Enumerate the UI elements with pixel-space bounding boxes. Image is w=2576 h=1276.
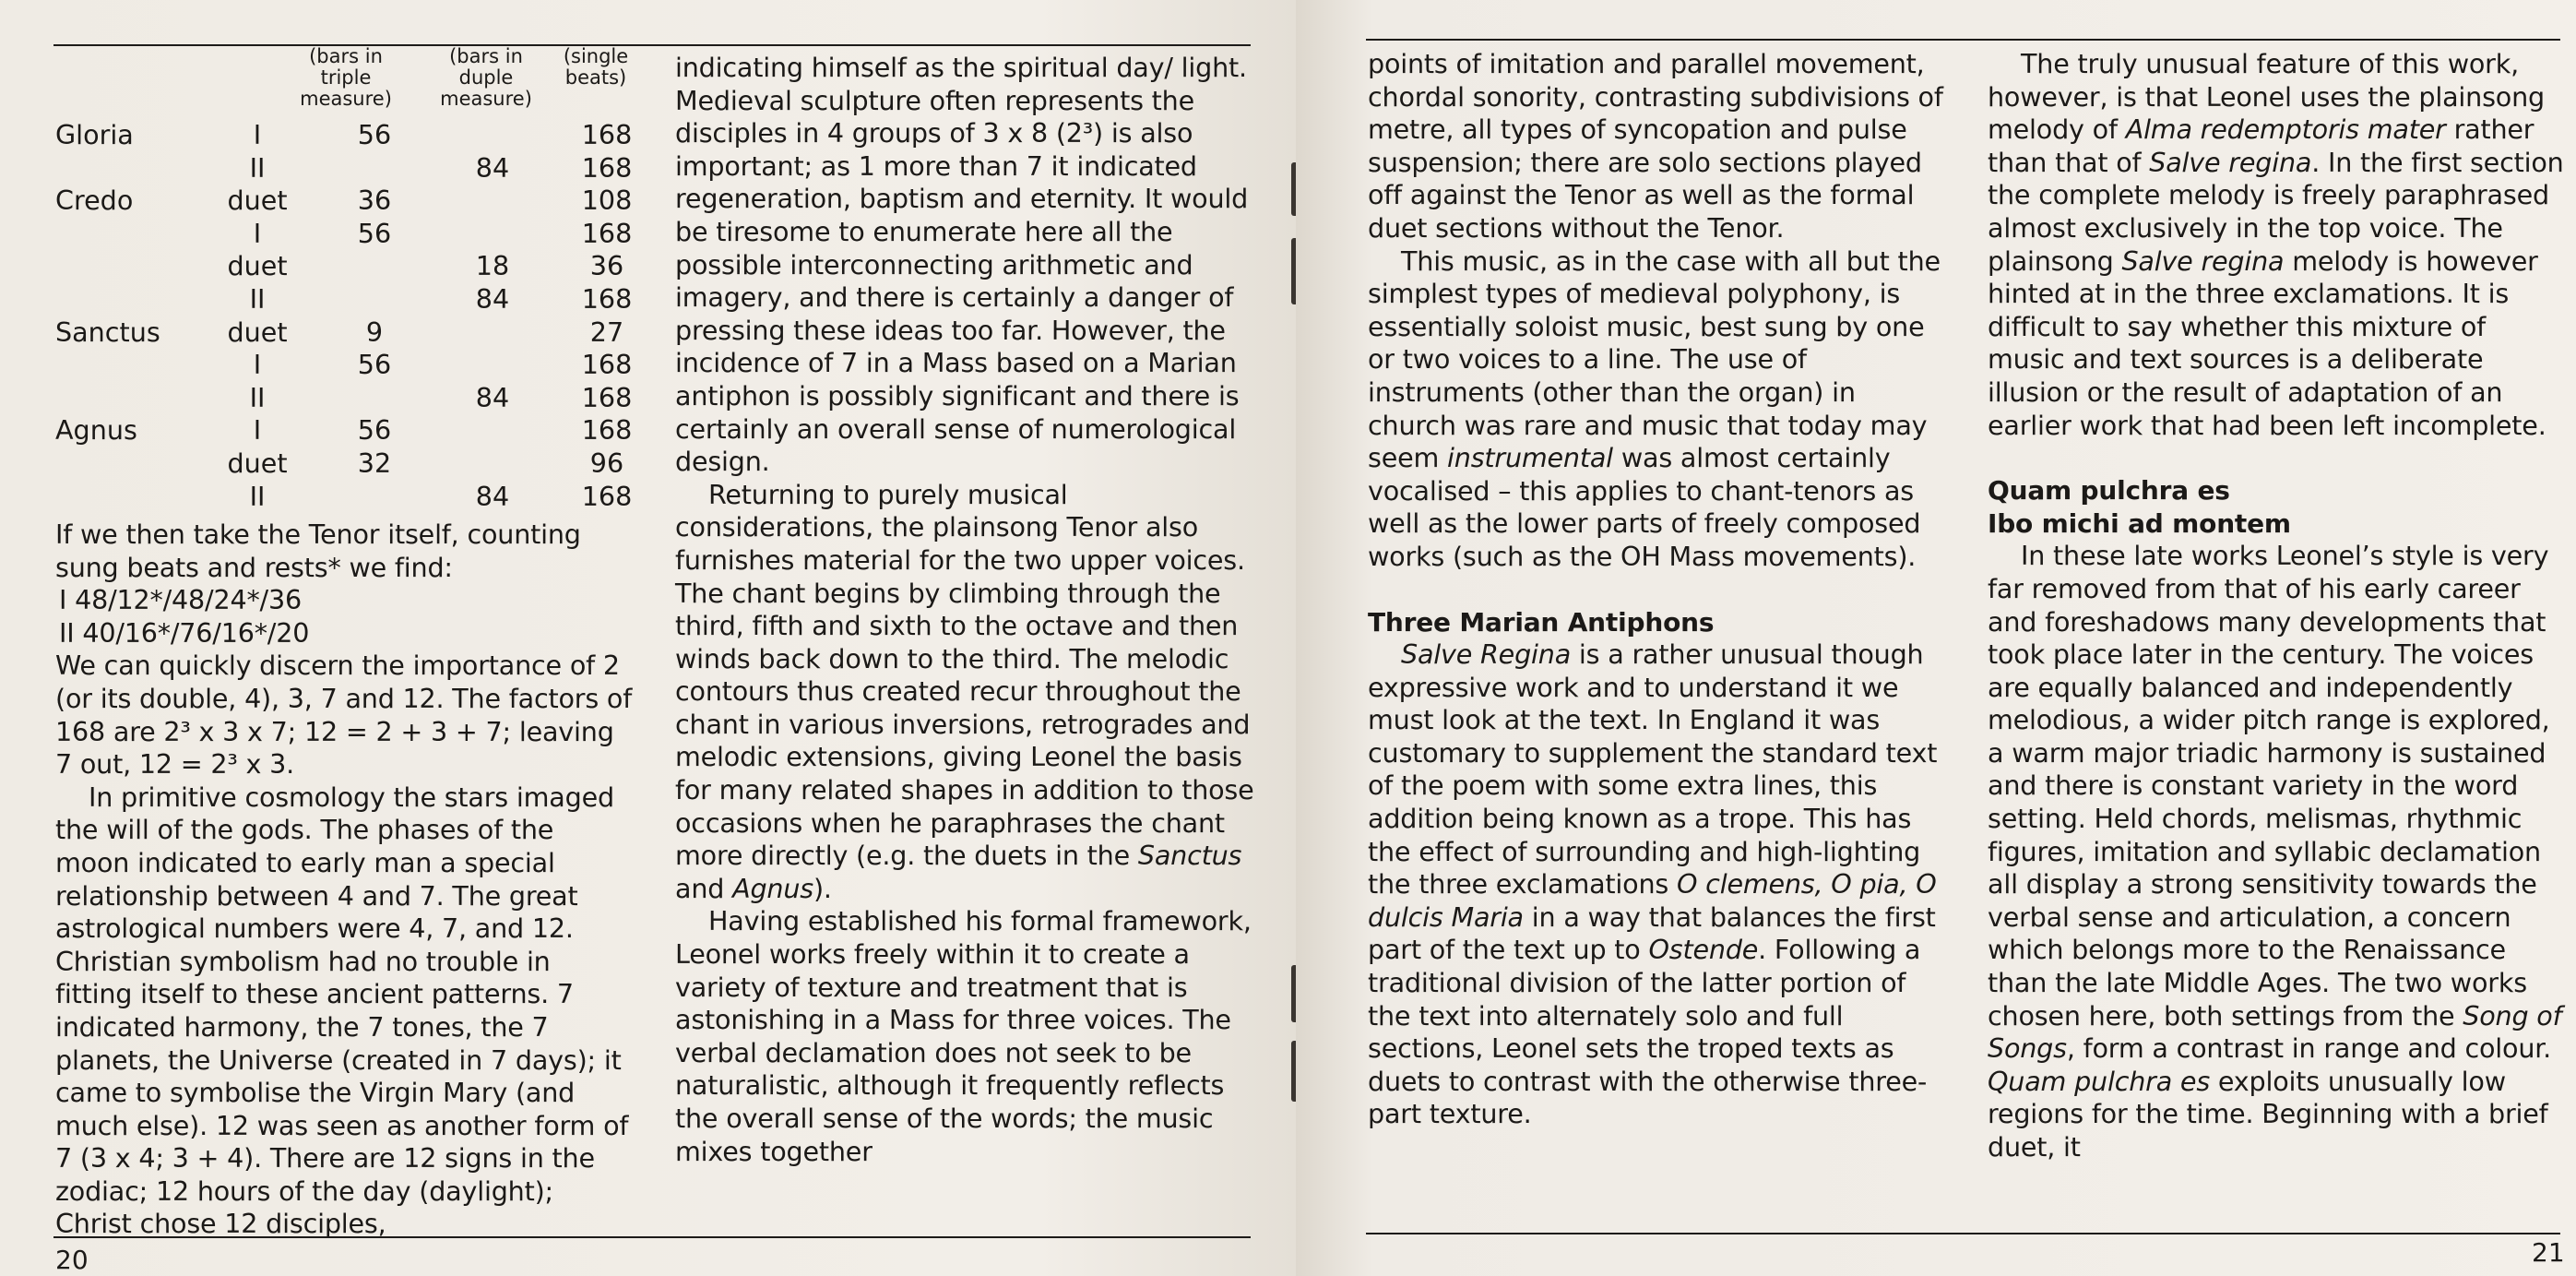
text-run: is a rather unusual though expressive work and to understand it we must look at the text. In England it was customary to supplement the standard text of the poem with some extra lines, this addition being known as a trope. This has the effect of surrounding and high-lighting the three exclamations [1368,638,1938,900]
text-run: . In the first section the complete melody is freely paraphrased almost exclusively in the top voice. The plainsong [1988,146,2564,277]
header-single: (single beats) [563,45,629,89]
paragraph-spiritual-day: indicating himself as the spiritual day/ light. Medieval sculpture often represents the disciples in 4 groups of 3 x 8 (2³) is also important; as 1 more than 7 it indicated regeneration, baptism and eternity. It would be tiresome to enumerate here all the possible interconnecting arithmetic and imagery, and there is certainly a danger of pressing these ideas too far. However, the incidence of 7 in a Mass based on a Marian antiphon is possibly significant and there is certainly an overall sense of numerological design. [675,52,1249,478]
text-run: and [675,872,733,904]
cell-section: II [249,283,266,315]
cell-triple: 32 [357,447,392,479]
cell-section: duet [227,316,288,348]
cell-duple: 18 [475,250,510,282]
italic-run: Salve regina [2149,146,2312,178]
italic-run: Ostende [1648,934,1759,966]
heading-ibo-michi: Ibo michi ad montem [1988,507,2291,539]
italic-run: Song of Songs [1988,999,2562,1065]
tenor-line-2: II 40/16*/76/16*/20 [59,616,310,649]
cell-duple: 84 [475,283,510,315]
table-row [55,217,632,250]
paragraph-tenor-intro: If we then take the Tenor itself, counting sung beats and rests* we find: [55,519,581,583]
cell-section: I [253,217,262,249]
text-run: melody is however hinted at in the three exclamations. It is difficult to say whether this mixture of music and text sources is a deliberate illusion or the result of adaptation of an earlier work that had been left incomplete. [1988,244,2546,441]
cell-triple: 56 [357,349,392,381]
cell-section: II [249,151,266,184]
cell-triple: 36 [357,185,392,217]
paragraph-late-works [1988,540,2567,1163]
paragraph-returning [675,479,1254,906]
italic-run: Salve Regina [1401,638,1572,671]
table-row [55,151,632,185]
text-run: . Following a traditional division of the latter portion of the text into alternately solo and full sections, Leonel sets the troped texts as duets to contrast with the otherwise three-part texture. [1368,934,1928,1130]
cell-single: 168 [581,151,633,184]
cell-triple: 56 [357,414,392,447]
bottom-rule-left [53,1236,1251,1238]
italic-run: Sanctus [1137,840,1242,872]
text-run: This music, as in the case with all but the simplest types of medieval polyphony, is essentially soloist music, best sung by one or two voices to a line. The use of instruments (other than the organ) in church was rare and music that today may seem [1368,244,1941,474]
text-run: exploits unusually low regions for the time. Beginning with a brief duet, it [1988,1065,2548,1163]
italic-run: instrumental [1447,442,1613,474]
header-triple: (bars in triple measure) [300,45,392,110]
text-run: was almost certainly vocalised – this applies to chant-tenors as well as the lower parts of freely composed works (such as the OH Mass movements). [1368,442,1921,572]
cell-section: duet [227,447,288,479]
paragraph-salve-regina [1368,638,1947,1131]
cell-triple: 56 [357,119,392,150]
heading-quam-pulchra-es: Quam pulchra es [1988,475,2230,507]
cell-single: 168 [581,349,633,381]
italic-run: Quam pulchra es [1988,1065,2211,1097]
table-row [55,118,632,151]
cell-movement: Agnus [55,414,137,447]
left-column-1 [55,519,635,1241]
paragraph-factors: We can quickly discern the importance of 2 (or its double, 4), 3, 7 and 12. The factors of 168 are 2³ x 3 x 7; 12 = 2 + 3 + 7; leaving 7 out, 12 = 2³ x 3. [55,650,633,781]
cell-triple: 56 [357,217,392,249]
cell-triple: 9 [365,316,384,348]
text-run: The truly unusual feature of this work, however, is that Leonel uses the plainsong melody of [1988,48,2545,146]
table-row [55,447,632,480]
paragraph-imitation: points of imitation and parallel movement, chordal sonority, contrasting subdivisions of metre, all types of syncopation and pulse suspension; there are solo sections played off against the Tenor as well as the formal duet sections without the Tenor. [1368,48,1943,244]
italic-run: O clemens, O pia, O dulcis Maria [1368,868,1937,933]
left-column-2 [675,52,1254,1168]
text-run: In these late works Leonel’s style is very far removed from that of his early career and foreshadows many developments that took place later in the century. The voices are equally balanced and independently melodious, a wider pitch range is explored, a warm major triadic harmony is sustained and there is constant variety in the word setting. Held chords, melismas, rhythmic figures, imitation and syllabic declamation all display a strong sensitivity towards the verbal sense and articulation, a concern which belongs more to the Renaissance than the late Middle Ages. The two works chosen here, both settings from the [1988,540,2550,1032]
table-row [55,413,632,447]
paragraph-soloist [1368,245,1947,574]
text-run: , form a contrast in range and colour. [2066,1032,2552,1065]
page-number-left: 20 [55,1245,89,1275]
italic-run: Agnus [732,872,813,904]
cell-movement: Gloria [55,119,134,150]
cell-duple: 84 [475,381,510,413]
cell-movement: Sanctus [55,316,160,348]
top-rule-left [53,44,1251,46]
cell-single: 108 [581,185,633,217]
header-duple: (bars in duple measure) [440,45,532,110]
right-column-2 [1988,48,2567,1164]
cell-section: duet [227,250,288,282]
italic-run: Salve regina [2121,244,2285,277]
paragraph-unusual-feature [1988,48,2567,442]
text-run: ). [813,872,832,904]
tenor-line-1: I 48/12*/48/24*/36 [59,584,302,616]
text-run: rather than that of [1988,113,2534,178]
table-row [55,249,632,282]
right-column-1 [1368,48,1947,1131]
italic-run: Alma redemptoris mater [2125,113,2446,146]
cell-single: 168 [581,480,633,512]
cell-section: I [253,119,262,150]
table-row [55,184,632,217]
cell-single: 168 [581,414,633,447]
paragraph-framework: Having established his formal framework, Leonel works freely within it to create a variety of texture and treatment that is astonishing in a Mass for three voices. The verbal declamation does not seek to be naturalistic, although it frequently reflects the overall sense of the words; the music mixes together [675,905,1252,1167]
table-row [55,282,632,316]
heading-three-marian-antiphons: Three Marian Antiphons [1368,606,1715,638]
table-row [55,348,632,381]
cell-movement: Credo [55,185,134,217]
cell-section: II [249,381,266,413]
bottom-rule-right [1366,1233,2560,1234]
cell-single: 168 [581,119,633,150]
cell-duple: 84 [475,151,510,184]
cell-single: 168 [581,283,633,315]
cell-single: 27 [589,316,624,348]
cell-section: I [253,414,262,447]
table-row [55,381,632,414]
cell-single: 168 [581,217,633,249]
page-number-right: 21 [2532,1237,2565,1268]
cell-single: 96 [589,447,624,479]
cell-section: II [249,480,266,512]
table-row [55,480,632,513]
cell-single: 36 [589,250,624,282]
cell-section: duet [227,185,288,217]
cell-section: I [253,349,262,381]
cell-duple: 84 [475,480,510,512]
top-rule-right [1366,39,2560,41]
right-page [1296,0,2576,1276]
text-run: in a way that balances the first part of the text up to [1368,900,1936,966]
paragraph-cosmology: In primitive cosmology the stars imaged the will of the gods. The phases of the moon indicated to early man a special relationship between 4 and 7. The great astrological numbers were 4, 7, and 12. Christian symbolism had no trouble in fitting itself to these ancient patterns. 7 indicated harmony, the 7 tones, the 7 planets, the Universe (created in 7 days); it came to symbolise the Virgin Mary (and much else). 12 was seen as another form of 7 (3 x 4; 3 + 4). There are 12 signs in the zodiac; 12 hours of the day (daylight); Christ chose 12 disciples, [55,781,629,1240]
table-row [55,316,632,349]
cell-single: 168 [581,381,633,413]
text-run: Returning to purely musical considerations, the plainsong Tenor also furnishes material for the two upper voices. The chant begins by climbing through the third, fifth and sixth to the octave and then winds back down to the third. The melodic contours thus created recur throughout the chant in various inversions, retrogrades and melodic extensions, giving Leonel the basis for many related shapes in addition to those occasions when he paraphrases the chant more directly (e.g. the duets in the [675,478,1254,872]
